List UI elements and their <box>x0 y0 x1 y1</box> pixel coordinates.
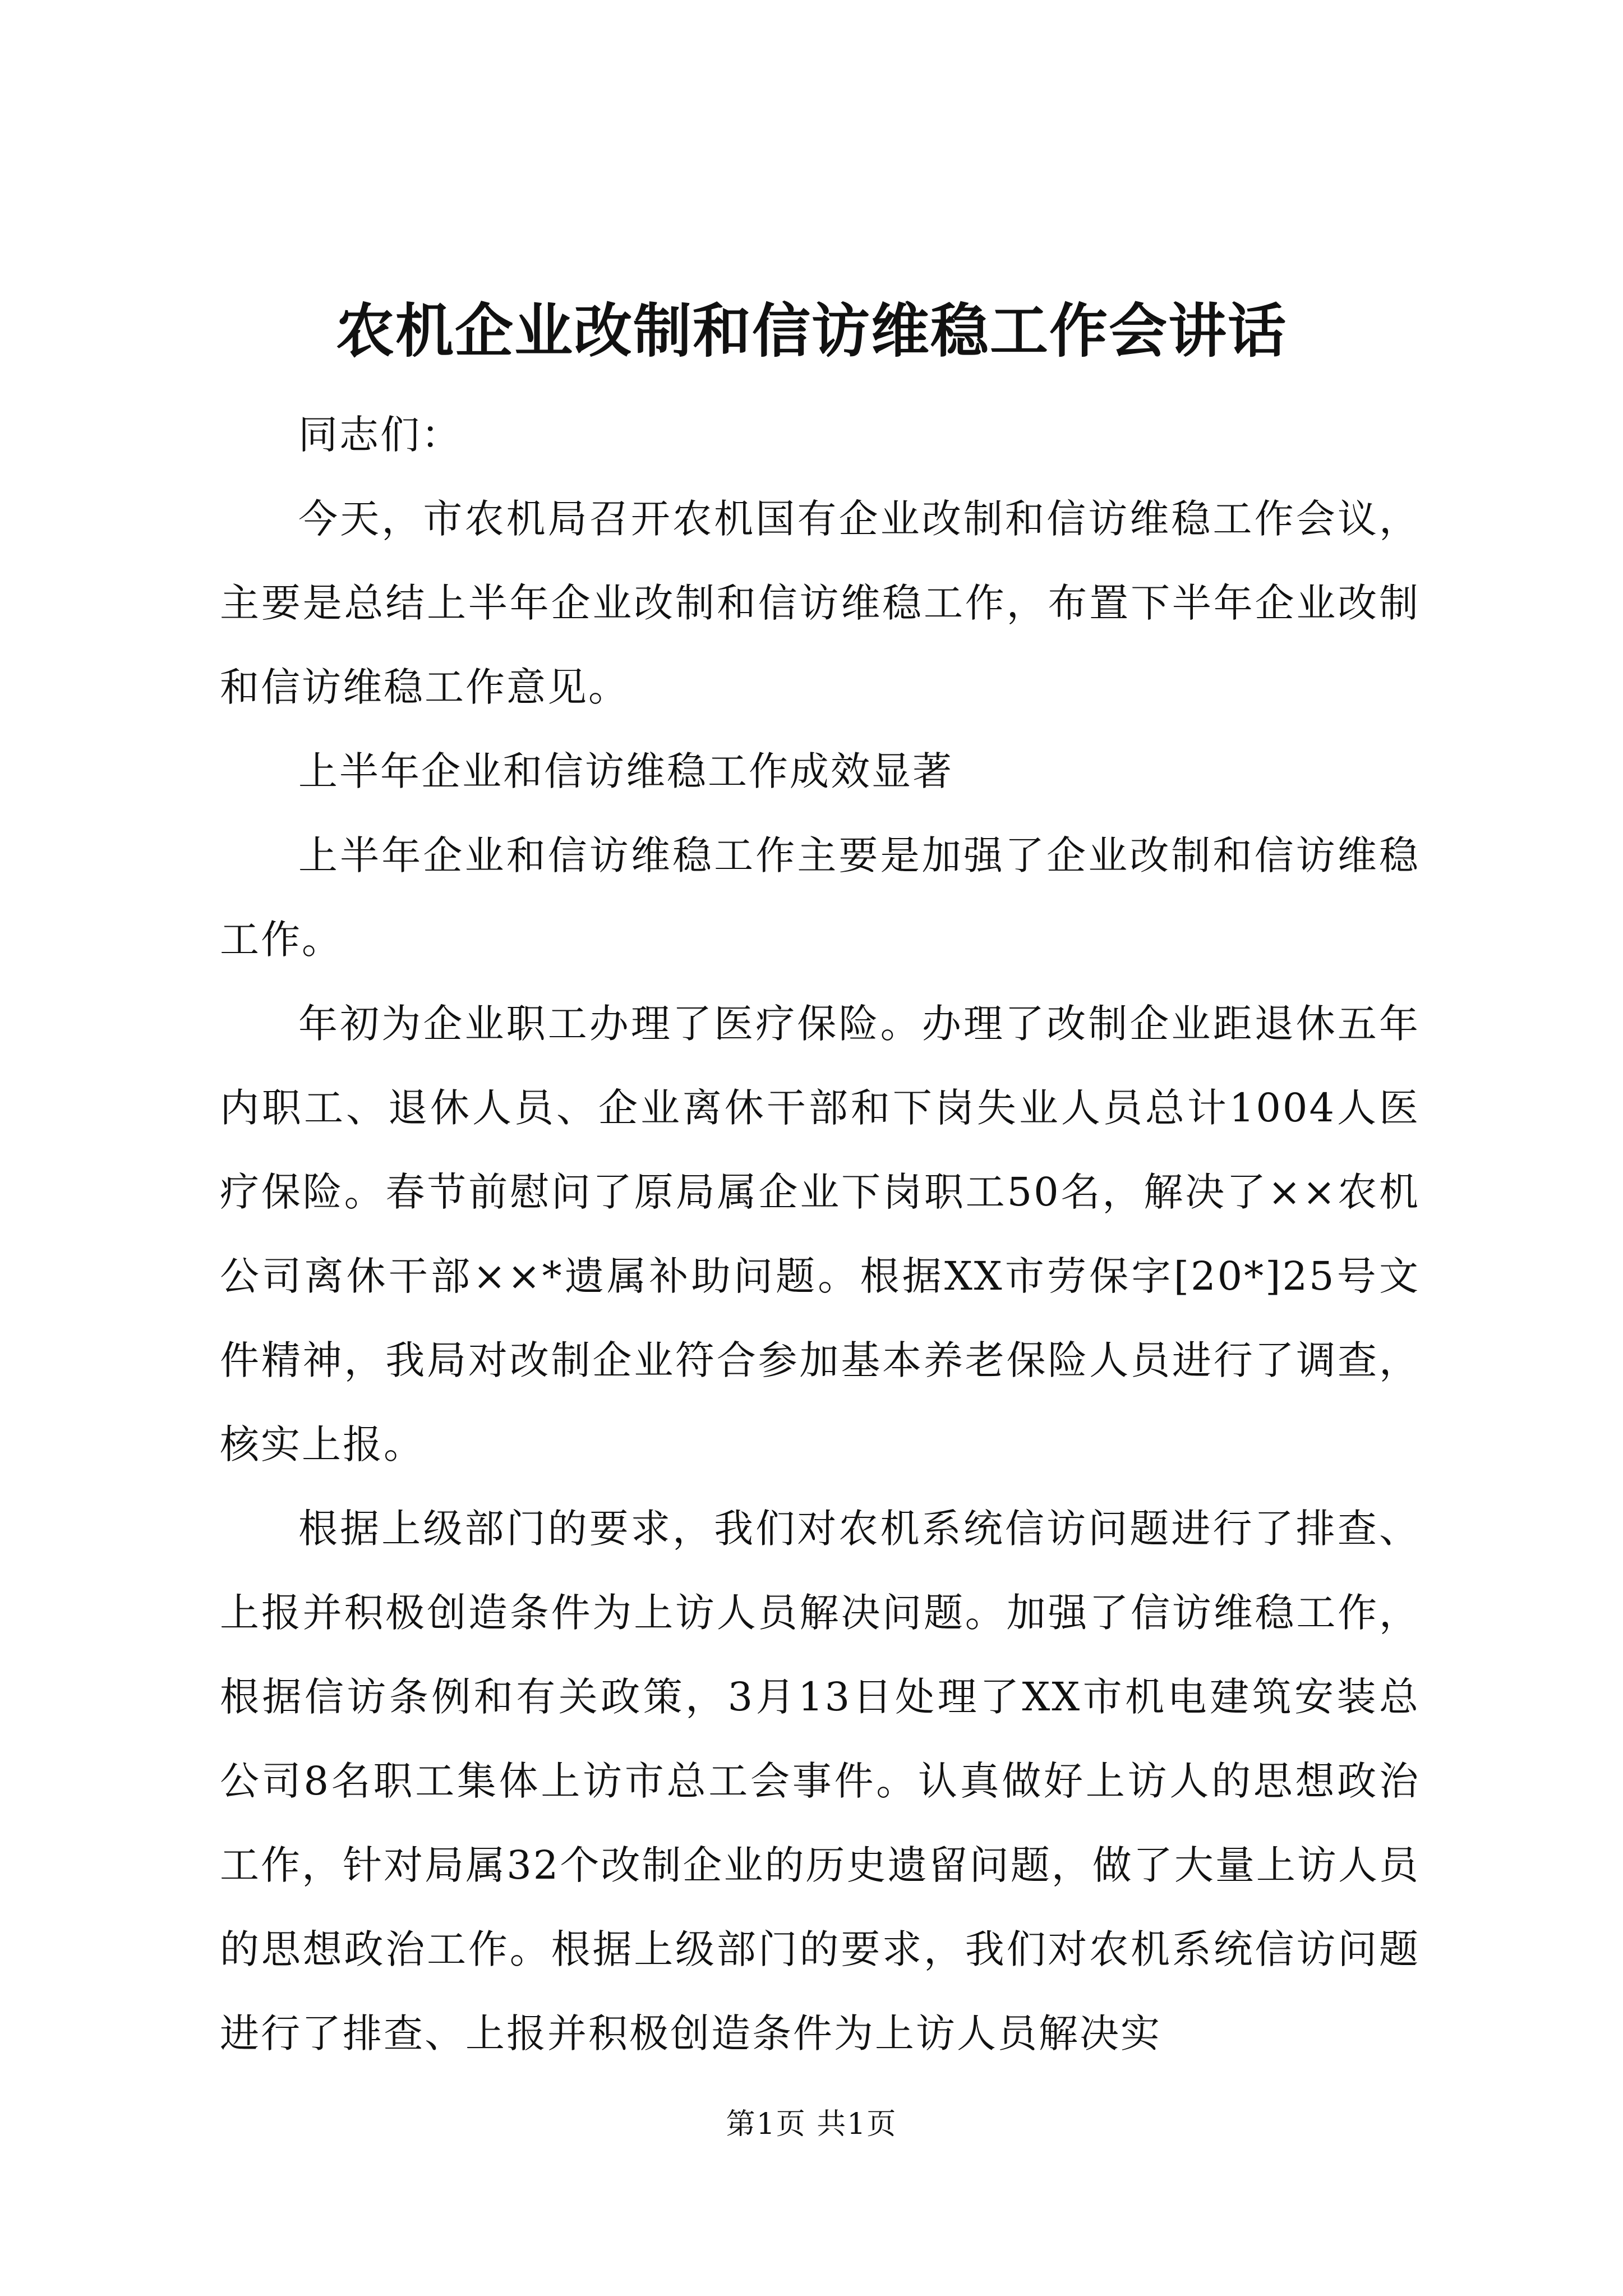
salutation-paragraph: 同志们： <box>298 412 462 458</box>
document-title: 农机企业改制和信访维稳工作会讲话 <box>335 296 1287 365</box>
section-heading-paragraph: 上半年企业和信访维稳工作成效显著 <box>298 748 953 794</box>
petition-paragraph: 根据上级部门的要求，我们对农机系统信访问题进行了排查、上报并积极创造条件为上访人员解决问题。加强了信访维稳工作，根据信访条例和有关政策，3月13日处理了XX市机电建筑安装总公司8名职工集体上访市总工会事件。认真做好上访人的思想政治工作，针对局属32个改制企业的历史遗留问题，做了大量上访人员的思想政治工作。根据上级部门的要求，我们对农机系统信访问题进行了排查、上报并积极创造条件为上访人员解决实 <box>220 1506 1420 2056</box>
insurance-paragraph: 年初为企业职工办理了医疗保险。办理了改制企业距退休五年内职工、退休人员、企业离休干部和下岗失业人员总计1004人医疗保险。春节前慰问了原局属企业下岗职工50名，解决了××农机公司离休干部××*遗属补助问题。根据XX市劳保字[20*]25号文件精神，我局对改制企业符合参加基本养老保险人员进行了调查，核实上报。 <box>220 1001 1420 1467</box>
document-body <box>220 393 1420 2076</box>
page-footer: 第1页 共1页 <box>726 2108 897 2141</box>
summary-paragraph: 上半年企业和信访维稳工作主要是加强了企业改制和信访维稳工作。 <box>220 832 1420 963</box>
intro-paragraph: 今天，市农机局召开农机国有企业改制和信访维稳工作会议，主要是总结上半年企业改制和信访维稳工作，布置下半年企业改制和信访维稳工作意见。 <box>220 496 1420 710</box>
